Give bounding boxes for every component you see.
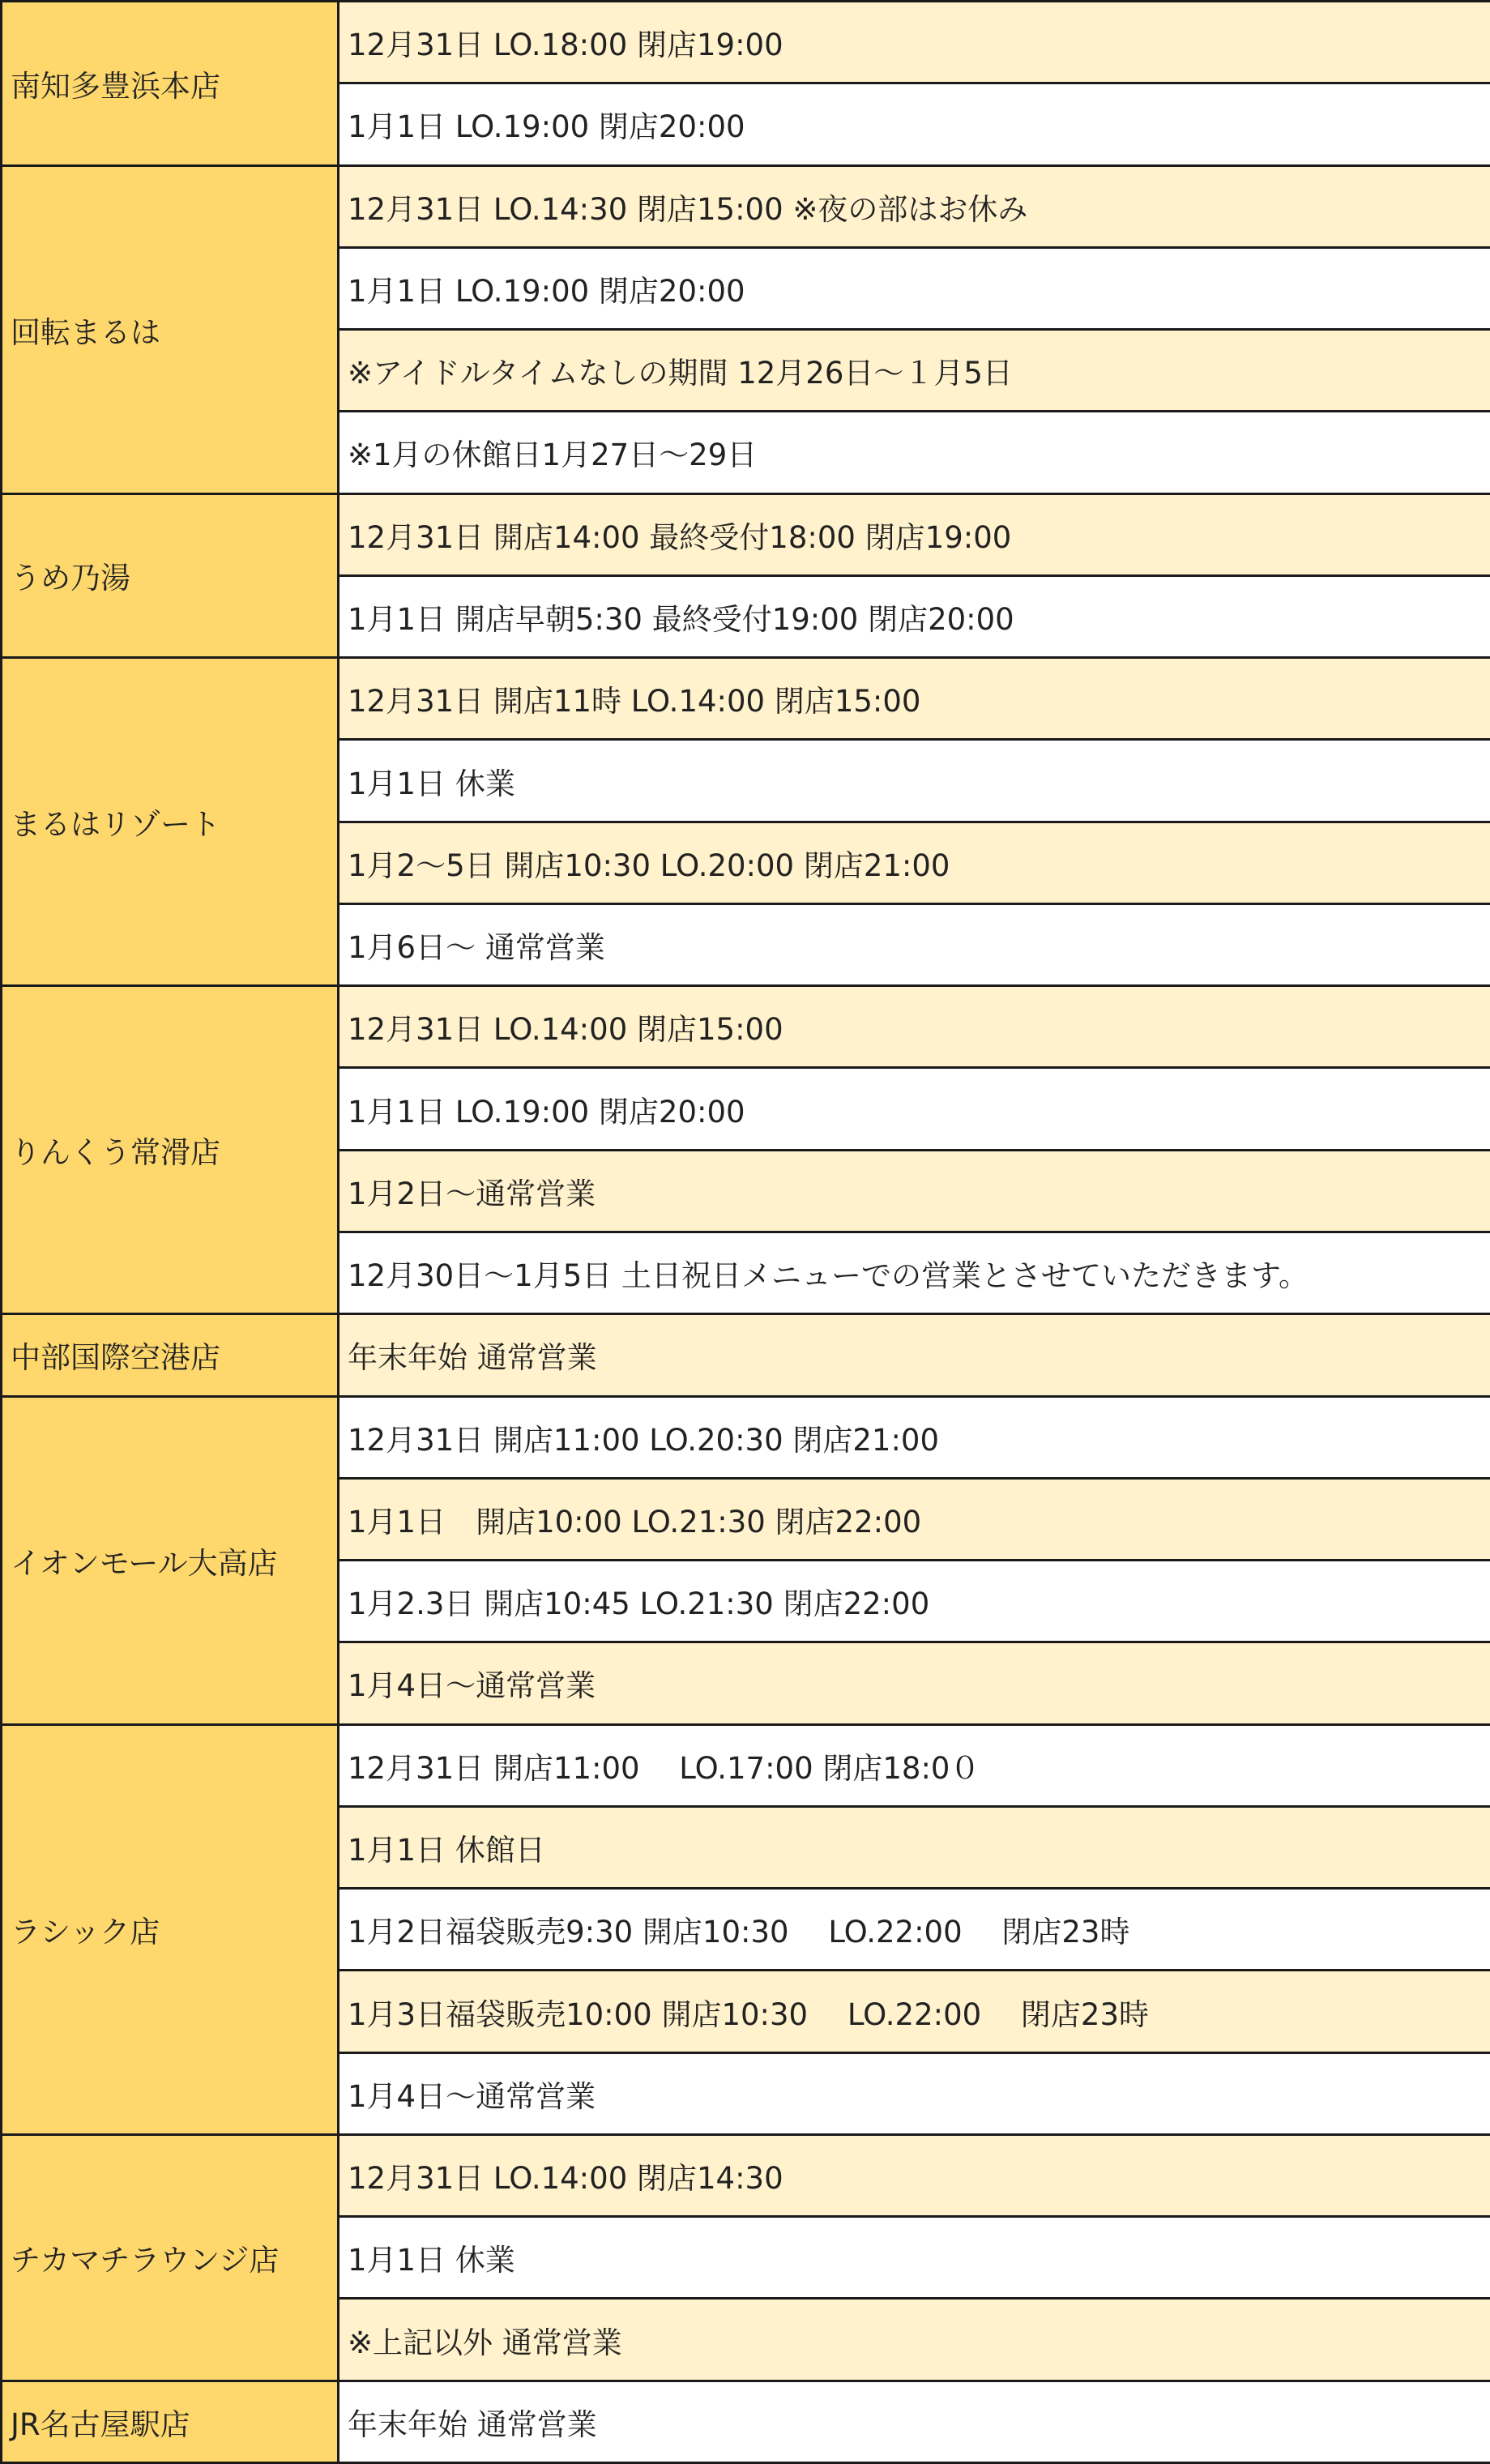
store-name-cell: 回転まるは (2, 165, 339, 493)
hours-detail-cell: ※上記以外 通常営業 (339, 2299, 1490, 2381)
hours-detail-cell: 1月4日～通常営業 (339, 1642, 1490, 1724)
store-name-cell: JR名古屋駅店 (2, 2381, 339, 2462)
hours-detail-cell: 1月1日 LO.19:00 閉店20:00 (339, 247, 1490, 329)
hours-detail-cell: 12月31日 LO.14:00 閉店15:00 (339, 986, 1490, 1068)
hours-detail-cell: 1月3日福袋販売10:00 開店10:30 LO.22:00 閉店23時 (339, 1971, 1490, 2052)
table-row (2, 1314, 1490, 1396)
hours-detail-cell: 12月31日 開店11:00 LO.17:00 閉店18:0０ (339, 1724, 1490, 1806)
hours-detail-cell: 12月31日 LO.14:30 閉店15:00 ※夜の部はお休み (339, 165, 1490, 247)
table-row (2, 1724, 1490, 1806)
hours-detail-cell: 1月2日福袋販売9:30 開店10:30 LO.22:00 閉店23時 (339, 1889, 1490, 1971)
table-row (2, 2, 1490, 83)
hours-detail-cell: 1月6日～ 通常営業 (339, 903, 1490, 985)
hours-detail-cell: 年末年始 通常営業 (339, 1314, 1490, 1396)
hours-detail-cell: 1月2～5日 開店10:30 LO.20:00 閉店21:00 (339, 822, 1490, 903)
hours-detail-cell: 12月31日 LO.14:00 閉店14:30 (339, 2134, 1490, 2216)
hours-detail-cell: 12月31日 開店11:00 LO.20:30 閉店21:00 (339, 1396, 1490, 1478)
hours-detail-cell: 12月30日～1月5日 土日祝日メニューでの営業とさせていただきます。 (339, 1232, 1490, 1313)
store-name-cell: チカマチラウンジ店 (2, 2134, 339, 2381)
hours-detail-cell: ※アイドルタイムなしの期間 12月26日～１月5日 (339, 330, 1490, 412)
hours-detail-cell: ※1月の休館日1月27日～29日 (339, 412, 1490, 493)
store-name-cell: イオンモール大高店 (2, 1396, 339, 1724)
hours-detail-cell: 1月1日 休業 (339, 2217, 1490, 2299)
hours-detail-cell: 12月31日 LO.18:00 閉店19:00 (339, 2, 1490, 83)
hours-detail-cell: 年末年始 通常営業 (339, 2381, 1490, 2462)
hours-detail-cell: 1月4日～通常営業 (339, 2052, 1490, 2134)
hours-detail-cell: 12月31日 開店14:00 最終受付18:00 閉店19:00 (339, 493, 1490, 575)
store-name-cell: 中部国際空港店 (2, 1314, 339, 1396)
hours-detail-cell: 1月2日～通常営業 (339, 1150, 1490, 1232)
hours-detail-cell: 1月1日 LO.19:00 閉店20:00 (339, 1068, 1490, 1150)
hours-detail-cell: 1月1日 開店10:00 LO.21:30 閉店22:00 (339, 1478, 1490, 1560)
table-row (2, 165, 1490, 247)
hours-detail-cell: 1月1日 休館日 (339, 1806, 1490, 1888)
table-row (2, 986, 1490, 1068)
hours-detail-cell: 1月1日 開店早朝5:30 最終受付19:00 閉店20:00 (339, 575, 1490, 657)
table-row (2, 658, 1490, 740)
store-name-cell: りんくう常滑店 (2, 986, 339, 1314)
table-row (2, 2381, 1490, 2462)
hours-detail-cell: 1月2.3日 開店10:45 LO.21:30 閉店22:00 (339, 1561, 1490, 1642)
store-name-cell: うめ乃湯 (2, 493, 339, 658)
table-body (2, 2, 1490, 2463)
table-row (2, 1396, 1490, 1478)
store-name-cell: 南知多豊浜本店 (2, 2, 339, 166)
table-row (2, 2134, 1490, 2216)
store-name-cell: ラシック店 (2, 1724, 339, 2134)
table-row (2, 493, 1490, 575)
store-name-cell: まるはリゾート (2, 658, 339, 986)
hours-detail-cell: 12月31日 開店11時 LO.14:00 閉店15:00 (339, 658, 1490, 740)
hours-detail-cell: 1月1日 LO.19:00 閉店20:00 (339, 83, 1490, 165)
hours-detail-cell: 1月1日 休業 (339, 740, 1490, 822)
